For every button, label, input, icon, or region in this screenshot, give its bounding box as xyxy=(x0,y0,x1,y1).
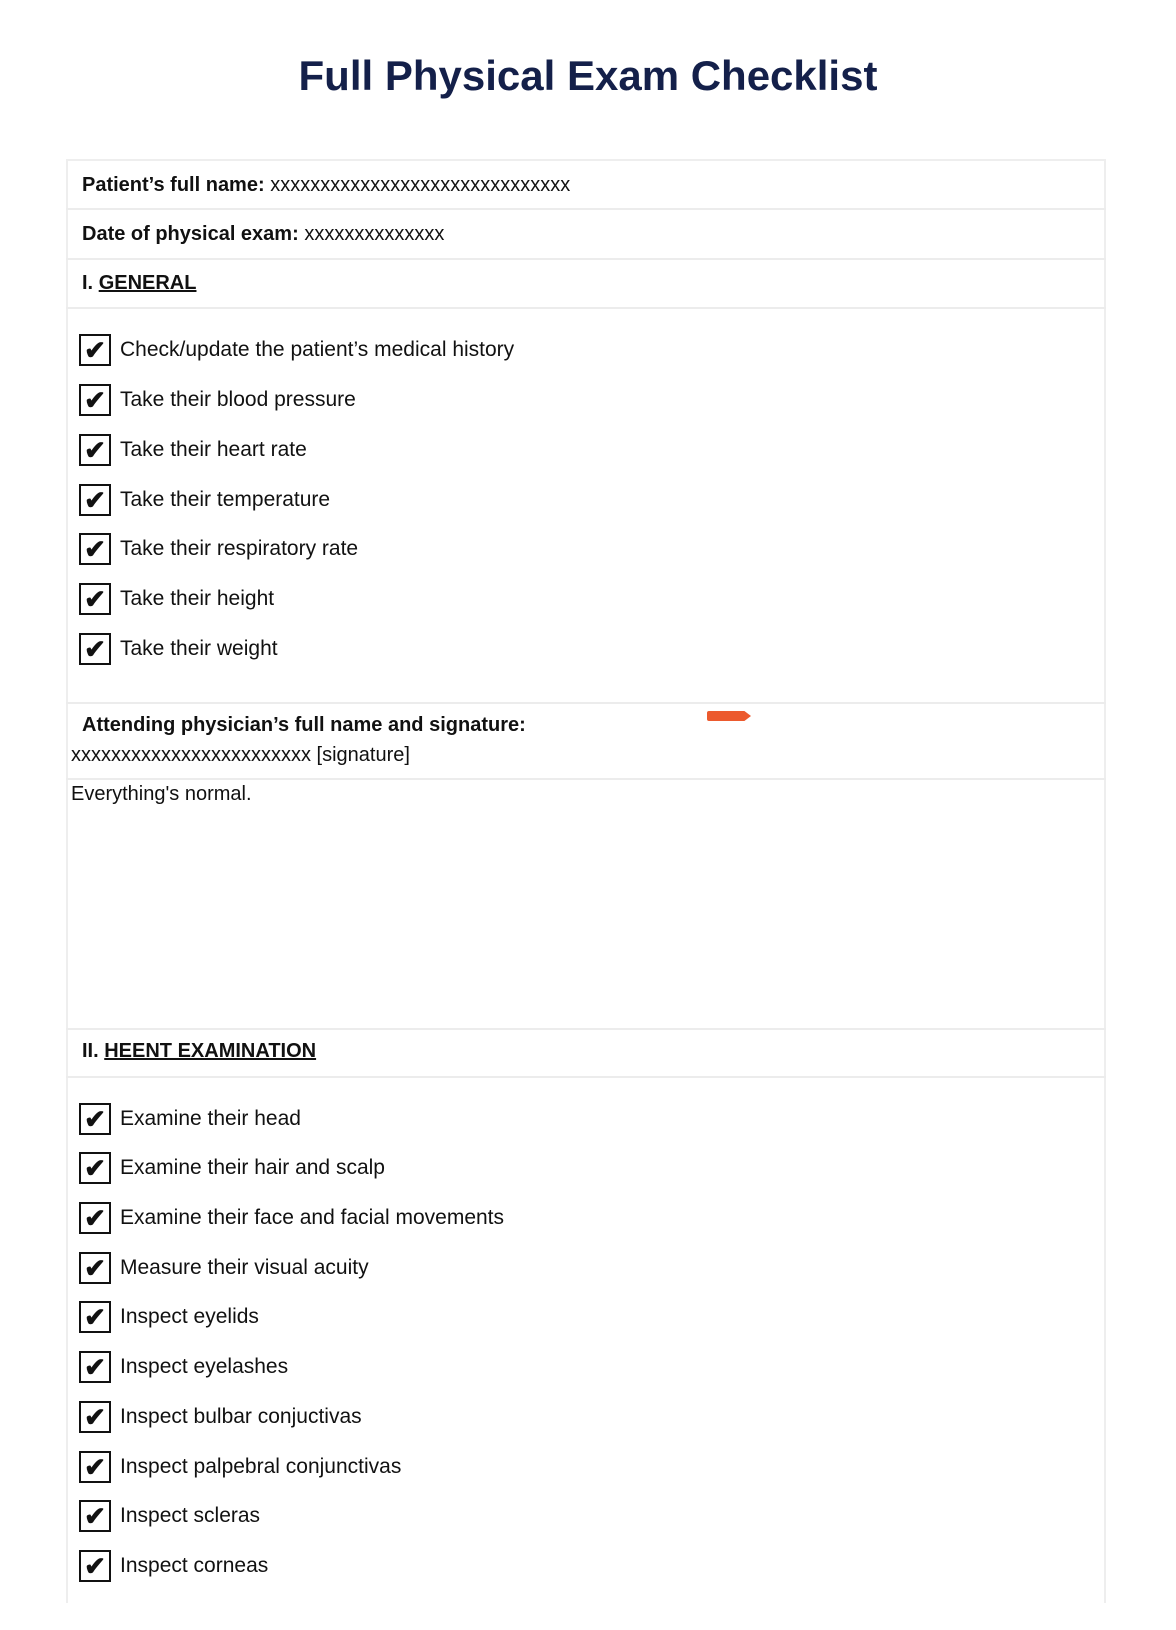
section-number: I. xyxy=(82,272,94,294)
checkbox-checked-icon[interactable]: ✔ xyxy=(79,1351,111,1383)
checklist-item-label: Inspect eyelids xyxy=(120,1305,259,1328)
patient-name-field xyxy=(82,174,570,197)
section-title: HEENT EXAMINATION xyxy=(104,1040,317,1062)
exam-date-value: xxxxxxxxxxxxxx xyxy=(304,223,445,245)
checklist-item[interactable] xyxy=(79,1200,504,1236)
checklist-item[interactable] xyxy=(79,531,358,567)
checklist-item[interactable] xyxy=(79,1101,301,1137)
checkbox-checked-icon[interactable]: ✔ xyxy=(79,633,111,665)
checklist-item[interactable] xyxy=(79,1449,401,1485)
checkbox-checked-icon[interactable]: ✔ xyxy=(79,484,111,516)
checklist-item-label: Take their blood pressure xyxy=(120,388,356,411)
checklist-item[interactable] xyxy=(79,482,330,518)
checklist-item-label: Measure their visual acuity xyxy=(120,1256,369,1279)
checklist-item-label: Take their height xyxy=(120,587,275,610)
divider xyxy=(66,1076,1106,1078)
checklist-item[interactable] xyxy=(79,1399,362,1435)
checklist-item-label: Take their heart rate xyxy=(120,438,307,461)
section-heent-heading xyxy=(82,1040,316,1063)
section-general-heading xyxy=(82,272,196,295)
patient-name-value: xxxxxxxxxxxxxxxxxxxxxxxxxxxxxx xyxy=(270,174,571,196)
checklist-item[interactable] xyxy=(79,1299,259,1335)
checkbox-checked-icon[interactable]: ✔ xyxy=(79,1252,111,1284)
page-title: Full Physical Exam Checklist xyxy=(298,52,878,99)
divider xyxy=(66,307,1106,309)
checkbox-checked-icon[interactable]: ✔ xyxy=(79,1103,111,1135)
checklist-item[interactable] xyxy=(79,332,514,368)
checklist-item[interactable] xyxy=(79,1349,288,1385)
checklist-item-label: Examine their hair and scalp xyxy=(120,1156,385,1179)
checklist-item-label: Take their temperature xyxy=(120,488,331,511)
checklist-item-label: Inspect bulbar conjuctivas xyxy=(120,1405,362,1428)
checkbox-checked-icon[interactable]: ✔ xyxy=(79,384,111,416)
checkbox-checked-icon[interactable]: ✔ xyxy=(79,434,111,466)
checklist-item-label: Inspect scleras xyxy=(120,1504,261,1527)
checklist-item[interactable] xyxy=(79,1498,260,1534)
divider xyxy=(66,1028,1106,1030)
checkbox-checked-icon[interactable]: ✔ xyxy=(79,583,111,615)
checkbox-checked-icon[interactable]: ✔ xyxy=(79,1550,111,1582)
checklist-item-label: Check/update the patient’s medical history xyxy=(120,338,515,361)
divider xyxy=(66,778,1106,780)
checkbox-checked-icon[interactable]: ✔ xyxy=(79,1202,111,1234)
exam-date-label: Date of physical exam: xyxy=(82,223,299,245)
divider xyxy=(66,702,1106,704)
divider xyxy=(66,258,1106,260)
checklist-item-label: Take their respiratory rate xyxy=(120,537,359,560)
checklist-item[interactable] xyxy=(79,432,307,468)
checkbox-checked-icon[interactable]: ✔ xyxy=(79,1401,111,1433)
checkbox-checked-icon[interactable]: ✔ xyxy=(79,1500,111,1532)
checklist-item-label: Examine their head xyxy=(120,1107,301,1130)
physician-signature: xxxxxxxxxxxxxxxxxxxxxxxx [signature] xyxy=(71,744,410,766)
checklist-item[interactable] xyxy=(79,581,274,617)
tag-marker xyxy=(707,711,751,721)
section-number: II. xyxy=(82,1040,99,1062)
checklist-item[interactable] xyxy=(79,1250,369,1286)
checkbox-checked-icon[interactable]: ✔ xyxy=(79,1451,111,1483)
checklist-item-label: Examine their face and facial movements xyxy=(120,1206,505,1229)
checkbox-checked-icon[interactable]: ✔ xyxy=(79,533,111,565)
section-title: GENERAL xyxy=(98,272,197,294)
checklist-item[interactable] xyxy=(79,382,356,418)
exam-date-field xyxy=(82,223,444,246)
checklist-item[interactable] xyxy=(79,631,278,667)
checkbox-checked-icon[interactable]: ✔ xyxy=(79,334,111,366)
checklist-item-label: Inspect eyelashes xyxy=(120,1355,289,1378)
notes-text: Everything's normal. xyxy=(71,783,252,805)
checklist-item[interactable] xyxy=(79,1150,385,1186)
divider xyxy=(66,208,1106,210)
patient-name-label: Patient’s full name: xyxy=(82,174,265,196)
checklist-item[interactable] xyxy=(79,1548,268,1584)
checkbox-checked-icon[interactable]: ✔ xyxy=(79,1301,111,1333)
checklist-item-label: Take their weight xyxy=(120,637,278,660)
form-table xyxy=(66,159,1106,1603)
physician-label: Attending physician’s full name and signature: xyxy=(82,714,526,736)
checklist-item-label: Inspect palpebral conjunctivas xyxy=(120,1455,402,1478)
checkbox-checked-icon[interactable]: ✔ xyxy=(79,1152,111,1184)
checklist-item-label: Inspect corneas xyxy=(120,1554,269,1577)
